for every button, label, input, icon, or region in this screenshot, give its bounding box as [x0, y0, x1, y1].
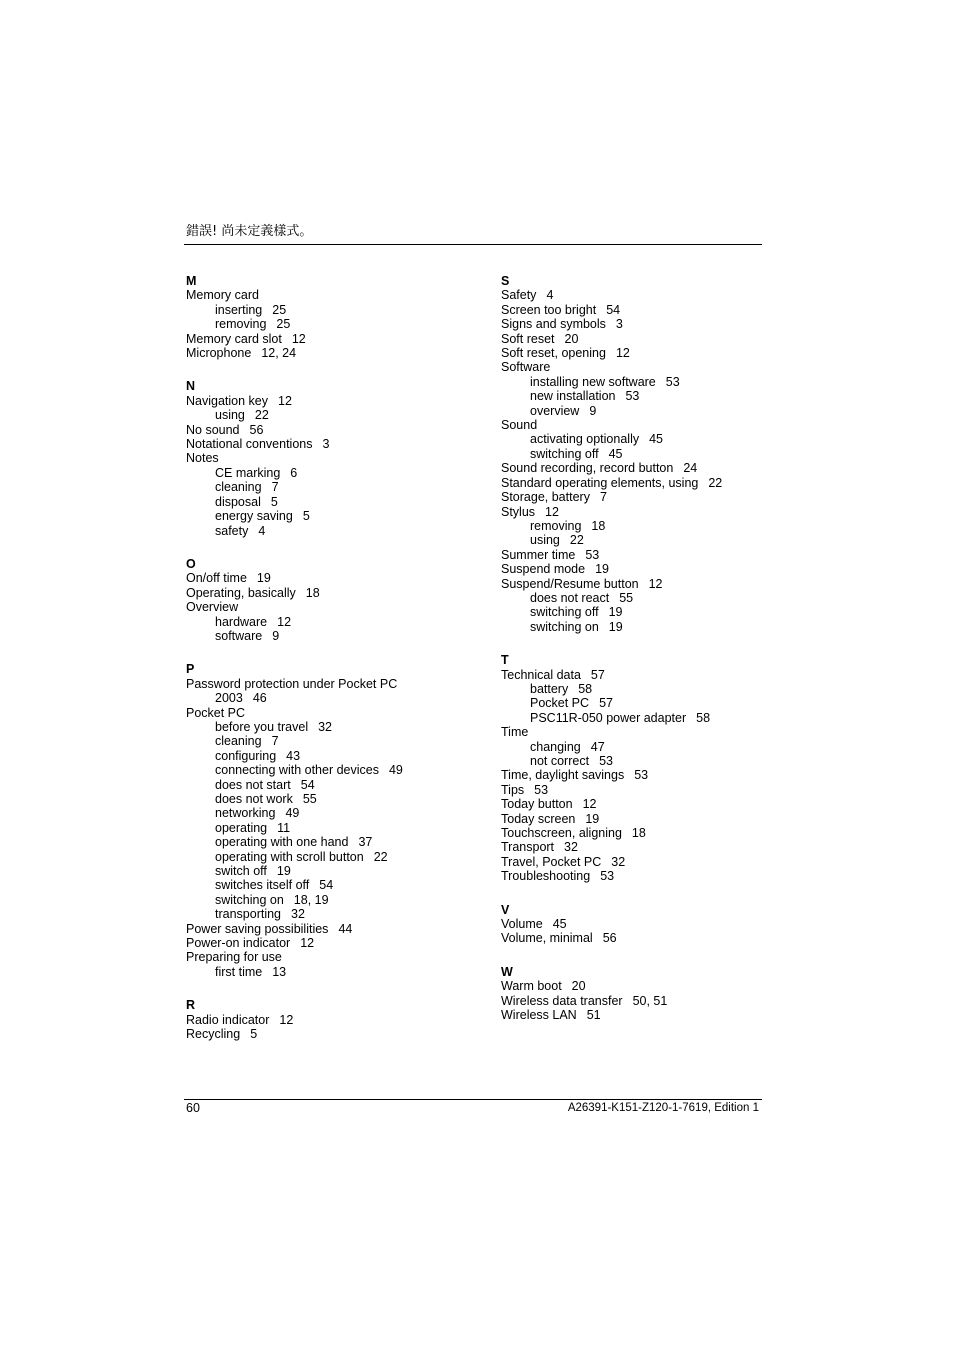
index-entry-text: Signs and symbols	[501, 317, 606, 332]
index-entry-pages: 57	[590, 667, 605, 682]
index-entry-pages: 54	[606, 302, 621, 317]
index-entry-text: Overview	[186, 600, 239, 615]
index-entry	[501, 577, 801, 591]
index-entry-text: Stylus	[501, 504, 536, 519]
index-entry-pages: 5	[302, 509, 310, 524]
index-entry-text: using	[530, 533, 560, 548]
index-subentry	[501, 389, 801, 403]
index-entry	[501, 783, 801, 797]
index-entry-text: does not work	[215, 792, 293, 806]
index-entry-pages: 46	[252, 691, 267, 706]
index-entry-text: removing	[530, 518, 582, 533]
index-entry-text: Power-on indicator	[186, 936, 291, 951]
index-entry	[186, 451, 486, 465]
index-entry-pages: 56	[249, 422, 264, 437]
index-entry	[186, 706, 486, 720]
index-entry	[186, 922, 486, 936]
index-entry-text: Navigation key	[186, 393, 268, 408]
index-entry	[501, 317, 801, 331]
index-column-right	[501, 274, 801, 1042]
index-entry-pages: 4	[258, 523, 266, 538]
index-subentry	[501, 375, 801, 389]
index-entry	[501, 490, 801, 504]
index-entry	[186, 437, 486, 451]
index-entry-text: changing	[530, 739, 581, 754]
index-entry	[501, 869, 801, 883]
index-entry-text: PSC11R-050 power adapter	[530, 710, 687, 725]
index-entry	[501, 1008, 801, 1022]
index-entry-text: Notes	[186, 451, 219, 466]
index-entry	[501, 931, 801, 945]
index-entry-text: Memory card slot	[186, 331, 282, 346]
index-entry-text: transporting	[215, 907, 282, 922]
index-subentry	[186, 792, 486, 806]
index-entry-text: Radio indicator	[186, 1012, 270, 1027]
header-rule	[184, 244, 762, 245]
index-entry-text: Safety	[501, 288, 537, 303]
index-entry-text: Tips	[501, 782, 525, 797]
index-subentry	[501, 711, 801, 725]
index-section-m	[186, 274, 486, 360]
index-entry	[501, 725, 801, 739]
index-entry-text: does not react	[530, 590, 610, 605]
index-entry-text: Preparing for use	[186, 950, 282, 965]
index-letter-heading: O	[186, 556, 196, 571]
index-entry-pages: 45	[608, 446, 623, 461]
index-entry-pages: 18	[305, 585, 320, 600]
index-section-t	[501, 653, 801, 884]
index-entry-text: Soft reset, opening	[501, 346, 606, 361]
index-entry-pages: 57	[599, 696, 613, 711]
index-entry-text: Suspend/Resume button	[501, 576, 639, 591]
index-entry-pages: 51	[586, 1008, 601, 1023]
index-entry-text: Sound	[501, 418, 538, 433]
index-entry	[186, 288, 486, 302]
index-entry-text: On/off time	[186, 571, 247, 586]
index-entry	[501, 812, 801, 826]
index-entry-text: Today screen	[501, 811, 576, 826]
index-entry-pages: 53	[625, 389, 640, 404]
index-entry-pages: 53	[585, 547, 600, 562]
index-entry-text: Time, daylight savings	[501, 768, 625, 783]
index-entry-pages: 7	[271, 734, 279, 749]
index-entry-pages: 12	[279, 1012, 294, 1027]
index-subentry	[186, 907, 486, 921]
index-entry-text: 2003	[215, 691, 243, 706]
index-section-r	[186, 998, 486, 1041]
index-section-w	[501, 965, 801, 1023]
index-entry-text: Troubleshooting	[501, 869, 591, 884]
index-subentry	[186, 691, 486, 705]
index-entry-pages: 18	[591, 518, 606, 533]
index-entry-pages: 37	[358, 835, 373, 850]
index-entry-text: Warm boot	[501, 979, 562, 994]
index-letter-heading: W	[501, 964, 513, 979]
index-entry-pages: 43	[286, 748, 301, 763]
index-entry	[501, 418, 801, 432]
index-entry-pages: 53	[534, 782, 549, 797]
index-entry-text: Touchscreen, aligning	[501, 826, 622, 841]
index-entry-text: safety	[215, 523, 249, 538]
index-entry-text: energy saving	[215, 509, 293, 524]
index-entry-pages: 12, 24	[261, 346, 297, 361]
index-entry-text: switching off	[530, 605, 599, 620]
index-subentry	[501, 740, 801, 754]
index-subentry	[501, 605, 801, 619]
index-entry-pages: 22	[708, 475, 723, 490]
index-letter-heading: P	[186, 662, 195, 677]
index-entry-text: Soft reset	[501, 331, 555, 346]
index-entry	[501, 288, 801, 302]
index-entry-text: Screen too bright	[501, 302, 597, 317]
document-id: A26391-K151-Z120-1-7619, Edition 1	[567, 1102, 759, 1114]
index-entry-text: not correct	[530, 754, 590, 768]
index-entry-text: Volume, minimal	[501, 931, 593, 946]
page-number: 60	[186, 1101, 200, 1115]
index-entry-text: Travel, Pocket PC	[501, 854, 602, 869]
index-entry-pages: 58	[578, 681, 593, 696]
index-subentry	[186, 720, 486, 734]
index-entry-pages: 19	[585, 811, 600, 826]
index-entry-text: before you travel	[215, 719, 309, 734]
index-entry-pages: 22	[373, 849, 388, 864]
index-subentry	[186, 615, 486, 629]
index-entry-text: Wireless LAN	[501, 1008, 577, 1023]
index-letter-heading: N	[186, 379, 196, 394]
index-subentry	[501, 519, 801, 533]
index-entry	[186, 936, 486, 950]
index-entry-pages: 7	[599, 490, 607, 505]
index-entry-text: activating optionally	[530, 432, 640, 447]
index-entry	[186, 1013, 486, 1027]
index-entry-pages: 22	[254, 408, 269, 423]
index-entry-pages: 56	[602, 931, 617, 946]
index-section-p	[186, 662, 486, 979]
index-entry-pages: 13	[272, 964, 287, 979]
index-entry-pages: 32	[318, 719, 333, 734]
index-entry-text: Pocket PC	[186, 705, 246, 720]
index-letter-heading: S	[501, 274, 510, 288]
index-subentry	[186, 893, 486, 907]
index-section-n	[186, 379, 486, 537]
index-entry-text: cleaning	[215, 480, 262, 495]
index-entry-text: Volume	[501, 917, 543, 932]
index-entry-pages: 7	[271, 480, 279, 495]
index-section-v	[501, 903, 801, 946]
index-subentry	[501, 754, 801, 768]
index-section-s	[501, 274, 801, 634]
index-subentry	[186, 850, 486, 864]
index-entry-text: Recycling	[186, 1027, 241, 1042]
index-entry-text: removing	[215, 317, 267, 332]
index-entry-pages: 12	[545, 504, 559, 519]
index-entry-pages: 45	[552, 917, 567, 932]
index-subentry	[186, 629, 486, 643]
index-entry-text: cleaning	[215, 734, 262, 749]
index-entry	[501, 840, 801, 854]
index-subentry	[186, 317, 486, 331]
index-subentry	[186, 778, 486, 792]
index-subentry	[186, 303, 486, 317]
index-entry-pages: 9	[589, 403, 597, 418]
index-entry-text: Memory card	[186, 288, 259, 303]
index-entry-text: installing new software	[530, 374, 656, 389]
index-entry-pages: 53	[599, 754, 613, 768]
index-entry-pages: 18	[631, 826, 646, 841]
index-entry-text: disposal	[215, 494, 261, 509]
index-letter-heading: T	[501, 653, 509, 668]
index-entry-pages: 53	[600, 869, 615, 884]
index-section-o	[186, 557, 486, 643]
index-subentry	[501, 591, 801, 605]
index-entry-pages: 32	[291, 907, 305, 922]
index-entry	[186, 423, 486, 437]
index-entry-text: Operating, basically	[186, 585, 296, 600]
index-entry-pages: 55	[302, 792, 317, 806]
footer-rule	[184, 1099, 762, 1100]
index-entry	[501, 476, 801, 490]
index-entry	[501, 979, 801, 993]
index-entry-text: operating with one hand	[215, 835, 349, 850]
index-entry-pages: 44	[338, 921, 353, 936]
index-subentry	[186, 480, 486, 494]
index-entry-pages: 58	[696, 710, 711, 725]
index-entry-text: CE marking	[215, 465, 281, 480]
index-entry-text: battery	[530, 681, 569, 696]
index-entry	[186, 394, 486, 408]
index-entry-pages: 4	[546, 288, 554, 303]
index-subentry	[186, 495, 486, 509]
index-subentry	[186, 806, 486, 820]
index-entry-pages: 19	[276, 864, 291, 879]
running-header-title: 錯誤! 尚未定義樣式。	[186, 224, 313, 239]
index-entry-text: inserting	[215, 302, 263, 317]
index-entry-pages: 55	[619, 590, 634, 605]
index-entry-text: No sound	[186, 422, 240, 437]
index-entry-text: Software	[501, 360, 551, 375]
index-entry-pages: 5	[250, 1027, 258, 1042]
index-subentry	[501, 533, 801, 547]
index-entry-pages: 11	[277, 820, 291, 835]
index-entry-text: using	[215, 408, 245, 423]
index-entry-text: overview	[530, 403, 580, 418]
index-entry-pages: 20	[571, 979, 586, 994]
index-subentry	[186, 749, 486, 763]
index-entry-text: configuring	[215, 748, 277, 763]
index-entry-pages: 54	[300, 777, 315, 792]
index-entry	[501, 797, 801, 811]
index-entry-pages: 19	[595, 562, 609, 577]
index-subentry	[501, 447, 801, 461]
index-entry-pages: 32	[564, 840, 578, 855]
index-entry	[501, 855, 801, 869]
index-entry-text: hardware	[215, 614, 268, 629]
index-entry	[186, 677, 486, 691]
index-entry	[501, 562, 801, 576]
index-entry-text: switching off	[530, 446, 599, 461]
index-entry-pages: 49	[388, 763, 403, 778]
index-entry-pages: 18, 19	[293, 892, 329, 907]
index-entry-text: Standard operating elements, using	[501, 475, 699, 490]
index-entry-text: switching on	[530, 619, 599, 634]
index-entry-text: connecting with other devices	[215, 763, 379, 778]
index-entry-text: Suspend mode	[501, 562, 586, 577]
index-entry-text: software	[215, 628, 263, 643]
index-entry-text: Wireless data transfer	[501, 993, 623, 1008]
index-entry-pages: 19	[608, 619, 623, 634]
index-entry-text: new installation	[530, 389, 616, 404]
index-letter-heading: R	[186, 998, 196, 1013]
index-letter-heading: V	[501, 902, 510, 917]
index-entry-pages: 22	[569, 533, 584, 548]
index-subentry	[186, 763, 486, 777]
index-subentry	[186, 878, 486, 892]
index-entry-text: operating with scroll button	[215, 849, 364, 864]
index-entry-pages: 53	[665, 374, 680, 389]
index-entry-pages: 19	[256, 571, 271, 586]
index-entry	[186, 600, 486, 614]
index-subentry	[186, 835, 486, 849]
index-entry-text: Pocket PC	[530, 696, 590, 711]
index-entry-pages: 12	[277, 614, 292, 629]
index-entry-pages: 5	[270, 494, 278, 509]
index-entry-pages: 32	[611, 854, 626, 869]
index-entry	[186, 332, 486, 346]
index-entry-pages: 25	[272, 302, 287, 317]
index-subentry	[186, 509, 486, 523]
index-entry-pages: 53	[634, 768, 649, 783]
index-subentry	[186, 524, 486, 538]
index-subentry	[186, 821, 486, 835]
index-entry-pages: 54	[319, 878, 334, 893]
index-entry-pages: 45	[649, 432, 664, 447]
index-column-left	[186, 274, 486, 1061]
index-entry-pages: 12	[615, 346, 630, 361]
index-subentry	[501, 404, 801, 418]
index-subentry	[501, 696, 801, 710]
index-entry-text: first time	[215, 964, 263, 979]
index-subentry	[501, 620, 801, 634]
index-subentry	[186, 965, 486, 979]
index-entry-pages: 9	[272, 628, 280, 643]
index-entry-pages: 12	[278, 393, 292, 408]
index-entry	[501, 461, 801, 475]
index-entry-text: Today button	[501, 797, 573, 812]
index-entry	[186, 346, 486, 360]
index-entry-text: switches itself off	[215, 878, 310, 893]
index-entry-text: Notational conventions	[186, 437, 313, 452]
index-entry-pages: 3	[615, 317, 623, 332]
index-entry-pages: 12	[291, 331, 306, 346]
index-entry-pages: 47	[590, 739, 605, 754]
index-entry	[501, 346, 801, 360]
index-entry-text: Power saving possibilities	[186, 921, 329, 936]
index-entry	[501, 332, 801, 346]
index-entry-pages: 3	[322, 437, 330, 452]
index-subentry	[186, 734, 486, 748]
index-entry-pages: 50, 51	[632, 993, 668, 1008]
index-entry	[501, 994, 801, 1008]
index-entry	[186, 1027, 486, 1041]
index-entry	[501, 303, 801, 317]
index-entry-pages: 24	[683, 461, 698, 476]
index-entry	[186, 586, 486, 600]
index-entry-text: Summer time	[501, 547, 576, 562]
index-entry-text: networking	[215, 806, 276, 821]
index-entry	[186, 571, 486, 585]
index-entry	[501, 917, 801, 931]
index-entry-pages: 49	[285, 806, 300, 821]
index-subentry	[186, 466, 486, 480]
index-entry	[501, 548, 801, 562]
index-entry-text: Sound recording, record button	[501, 461, 674, 476]
index-entry	[501, 360, 801, 374]
index-entry-pages: 6	[290, 465, 298, 480]
index-entry-text: Microphone	[186, 346, 252, 361]
index-entry-pages: 20	[564, 331, 579, 346]
index-subentry	[186, 408, 486, 422]
index-entry-pages: 19	[608, 605, 623, 620]
index-entry-text: Password protection under Pocket PC	[186, 676, 398, 691]
index-entry	[501, 826, 801, 840]
index-entry	[501, 668, 801, 682]
index-entry-pages: 12	[300, 936, 315, 951]
index-entry	[186, 950, 486, 964]
index-subentry	[501, 682, 801, 696]
index-entry-text: does not start	[215, 777, 291, 792]
index-entry-text: switching on	[215, 892, 284, 907]
index-entry	[501, 505, 801, 519]
index-entry-text: operating	[215, 820, 268, 835]
index-letter-heading: M	[186, 274, 197, 288]
index-entry-text: Technical data	[501, 667, 581, 682]
index-entry-pages: 12	[648, 576, 663, 591]
index-entry-pages: 25	[276, 317, 291, 332]
index-entry	[501, 768, 801, 782]
index-entry-text: Transport	[501, 840, 555, 855]
index-entry-text: Storage, battery	[501, 490, 590, 505]
index-entry-pages: 12	[582, 797, 597, 812]
index-subentry	[186, 864, 486, 878]
index-entry-text: Time	[501, 725, 529, 740]
index-entry-text: switch off	[215, 864, 267, 879]
index-subentry	[501, 432, 801, 446]
